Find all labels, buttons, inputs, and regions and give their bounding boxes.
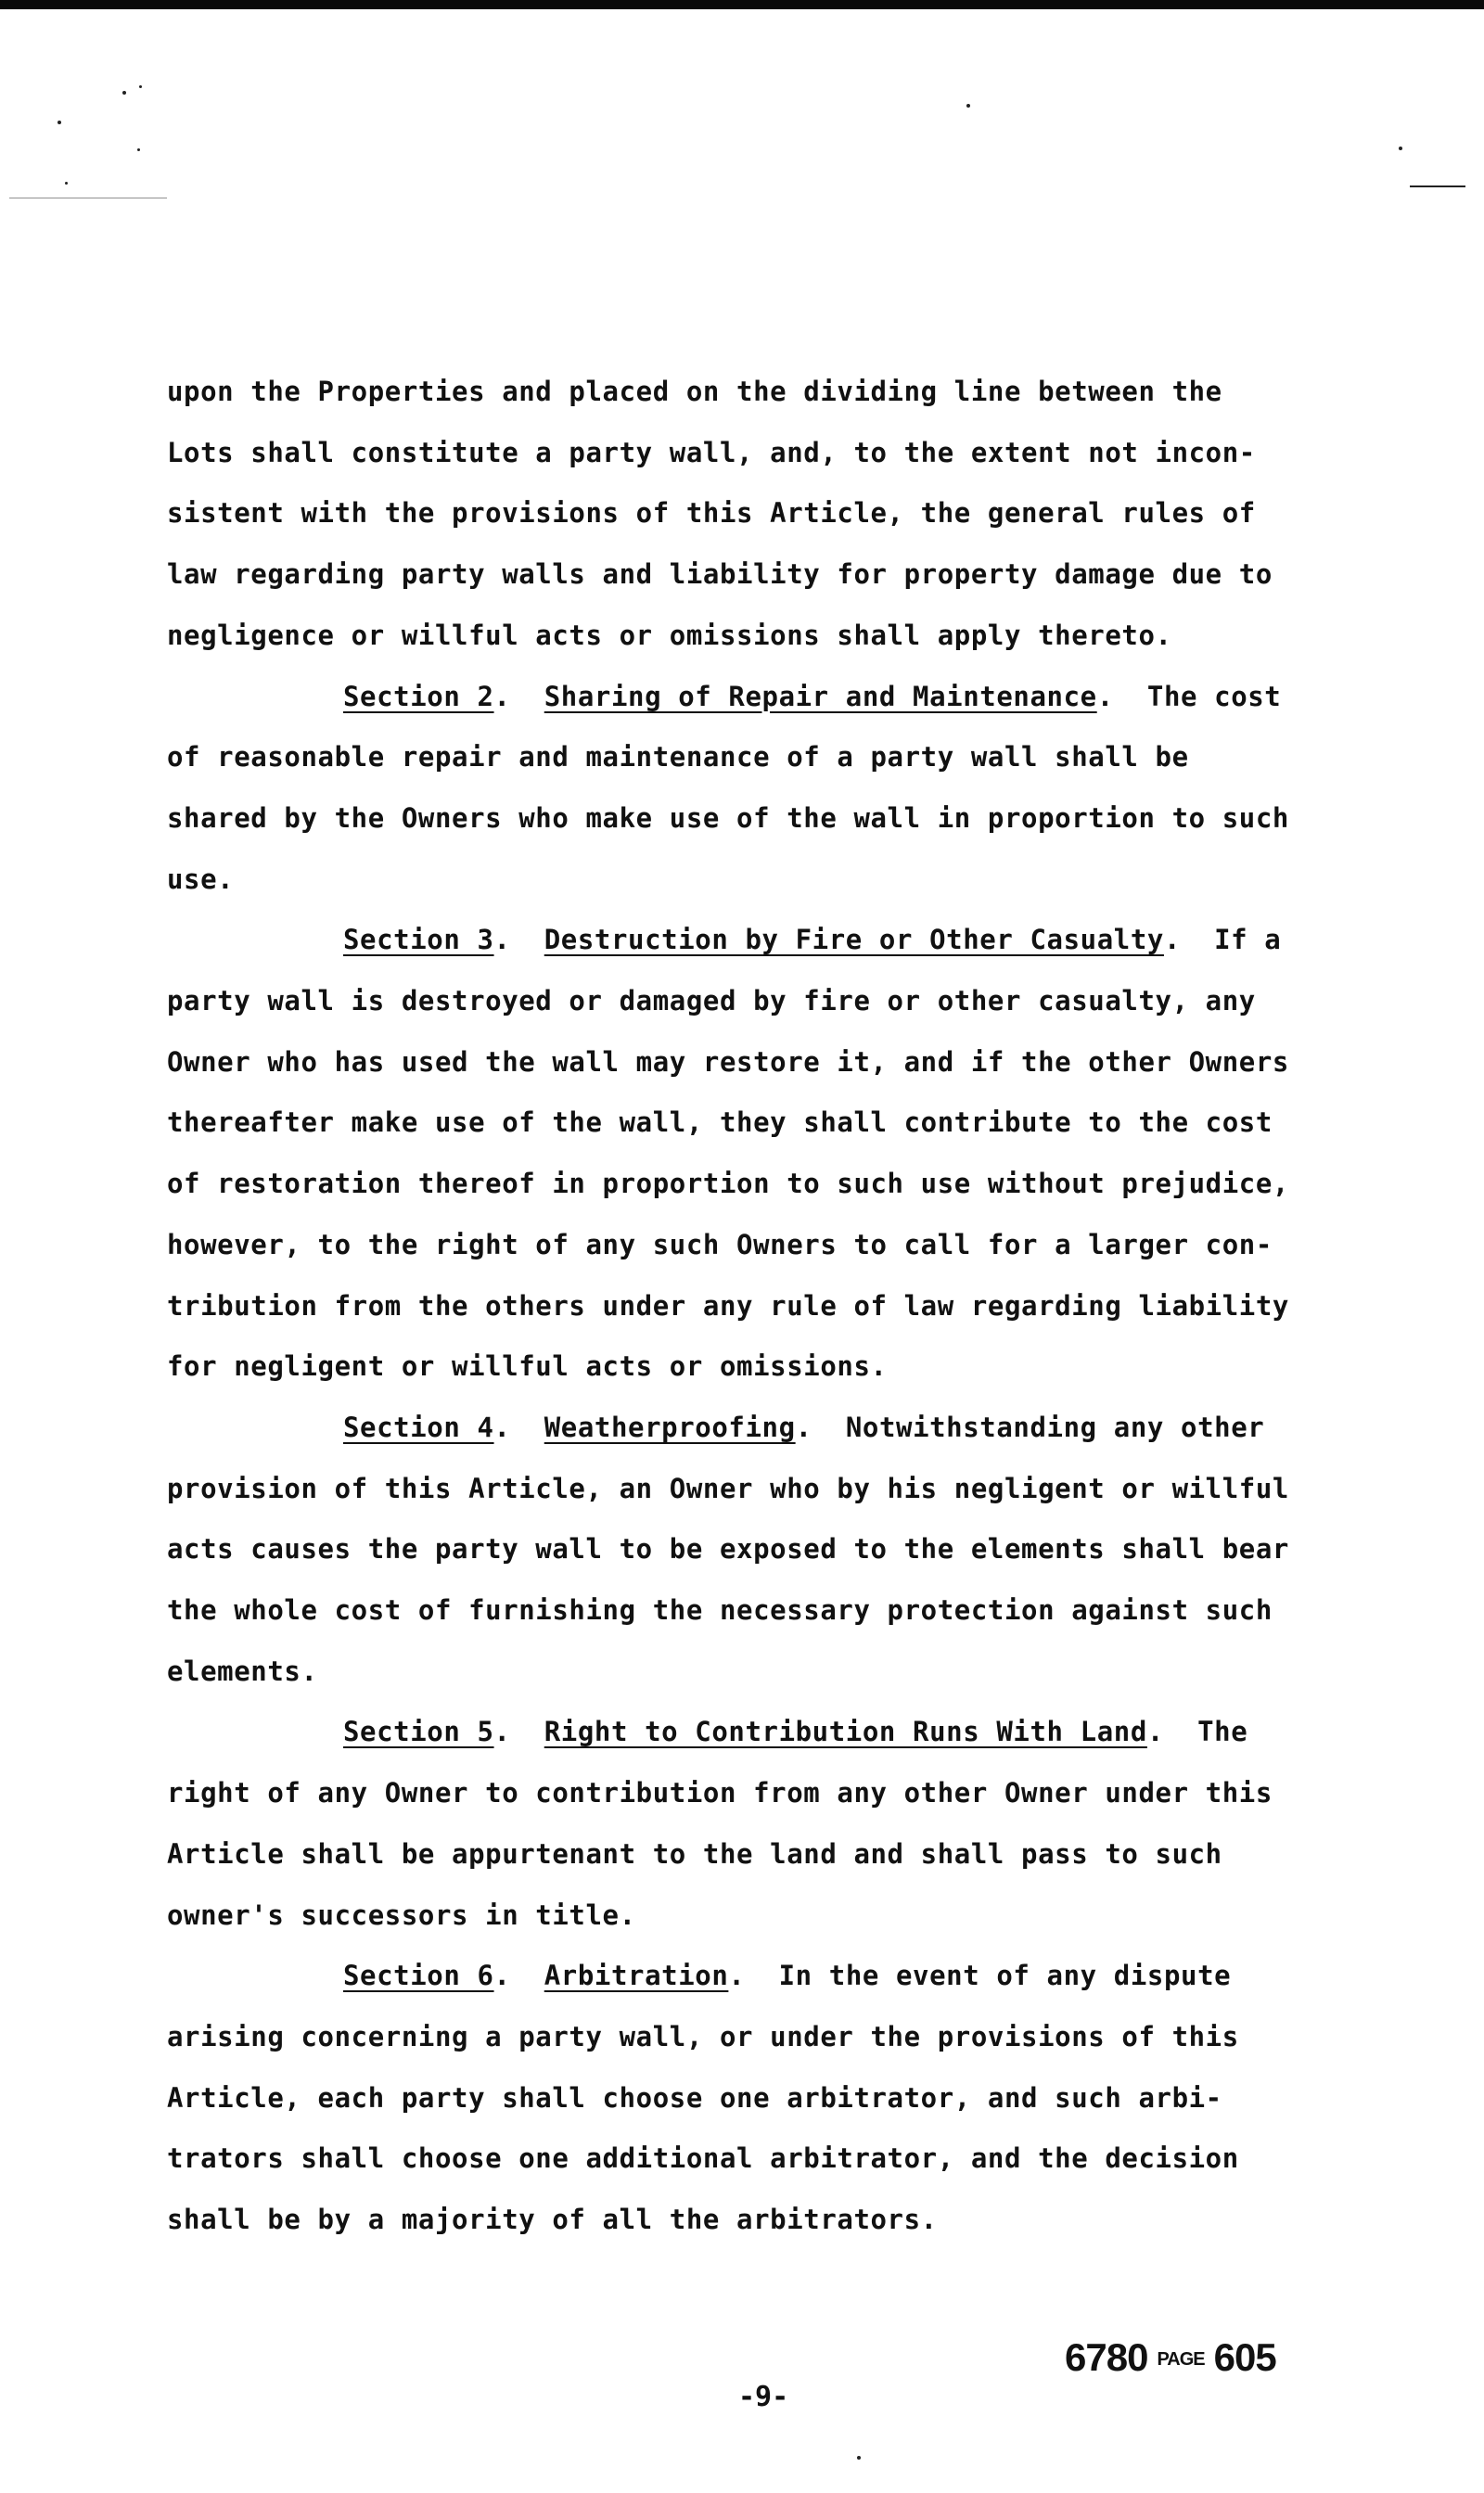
scan-speck [137, 148, 140, 151]
paragraph-line: acts causes the party wall to be exposed to the elements shall bear [167, 1533, 1289, 1566]
section-label: Section 5 [343, 1716, 494, 1748]
section-heading-line: Section 5. Right to Contribution Runs With Land. The [343, 1716, 1248, 1748]
section-label: Section 2 [343, 680, 494, 712]
section-heading-line: Section 4. Weatherproofing. Notwithstanding any other [343, 1411, 1265, 1443]
paragraph-line: the whole cost of furnishing the necessary protection against such [167, 1594, 1273, 1627]
scan-speck [966, 104, 970, 108]
scan-speck [1399, 147, 1402, 150]
section-heading-line: Section 3. Destruction by Fire or Other Casualty. If a [343, 924, 1282, 956]
page-number: -9- [738, 2381, 789, 2413]
book-number: 6780 [1065, 2335, 1148, 2379]
paragraph-line: however, to the right of any such Owners to call for a larger con- [167, 1228, 1273, 1260]
section-first-line-text: The cost [1146, 680, 1282, 712]
paragraph-line: elements. [167, 1655, 318, 1687]
scan-speck [857, 2456, 861, 2460]
section-4-paragraph [167, 1398, 1373, 1703]
paragraph-line: upon the Properties and placed on the dividing line between the [167, 376, 1222, 407]
section-label: Section 4 [343, 1411, 494, 1443]
book-page-number: 605 [1213, 2335, 1276, 2379]
scan-top-border [0, 0, 1484, 9]
section-title: Right to Contribution Runs With Land [544, 1716, 1147, 1748]
paragraph-line: law regarding party walls and liability for property damage due to [167, 558, 1273, 591]
paragraph-line: for negligent or willful acts or omissions. [167, 1350, 888, 1383]
section-label: Section 3 [343, 924, 494, 956]
paragraph-line: Owner who has used the wall may restore it, and if the other Owners [167, 1045, 1289, 1078]
document-body [167, 362, 1373, 2251]
paragraph-line: shared by the Owners who make use of the wall in proportion to such [167, 801, 1289, 834]
page-marker: PAGE [1157, 2349, 1205, 2371]
paragraph-line: of reasonable repair and maintenance of a party wall shall be [167, 741, 1189, 773]
section-first-line-text: If a [1214, 924, 1282, 956]
paragraph-line: negligence or willful acts or omissions shall apply thereto. [167, 619, 1172, 651]
paragraph-line: Lots shall constitute a party wall, and, to the extent not incon- [167, 436, 1256, 468]
section-heading-line: Section 2. Sharing of Repair and Maintenance. The cost [343, 680, 1282, 712]
paragraph-line: tribution from the others under any rule of law regarding liability [167, 1289, 1289, 1322]
paragraph-line: thereafter make use of the wall, they shall contribute to the cost [167, 1106, 1273, 1139]
section-label: Section 6 [343, 1960, 494, 1992]
paragraph-line: trators shall choose one additional arbitrator, and the decision [167, 2142, 1239, 2175]
section-title: Destruction by Fire or Other Casualty [544, 924, 1164, 956]
scan-speck [122, 91, 126, 95]
scan-speck [1410, 185, 1465, 187]
paragraph-line: use. [167, 863, 235, 895]
section-heading-line: Section 6. Arbitration. In the event of any dispute [343, 1960, 1232, 1992]
section-first-line-text: The [1197, 1716, 1248, 1748]
section-title: Sharing of Repair and Maintenance [544, 680, 1097, 712]
scan-speck [65, 182, 68, 185]
paragraph-line: party wall is destroyed or damaged by fire or other casualty, any [167, 985, 1256, 1017]
scan-speck [58, 121, 61, 124]
paragraph-line: right of any Owner to contribution from any other Owner under this [167, 1777, 1273, 1809]
paragraph-line: shall be by a majority of all the arbitrators. [167, 2204, 938, 2236]
section-2-paragraph [167, 667, 1373, 911]
section-3-paragraph [167, 910, 1373, 1398]
paragraph-line: Article, each party shall choose one arbitrator, and such arbi- [167, 2081, 1222, 2114]
scan-speck [139, 85, 142, 88]
paragraph-line: provision of this Article, an Owner who by his negligent or willful [167, 1472, 1289, 1504]
paragraph-line: of restoration thereof in proportion to such use without prejudice, [167, 1168, 1289, 1200]
paragraph-line: Article shall be appurtenant to the land and shall pass to such [167, 1837, 1222, 1870]
paragraph-line: arising concerning a party wall, or under the provisions of this [167, 2020, 1239, 2052]
paragraph-line: sistent with the provisions of this Article, the general rules of [167, 497, 1256, 530]
section-first-line-text: In the event of any dispute [778, 1960, 1232, 1992]
paragraph-line: owner's successors in title. [167, 1899, 636, 1931]
section-title: Arbitration [544, 1960, 729, 1992]
book-page-stamp [1065, 2335, 1276, 2380]
section-title: Weatherproofing [544, 1411, 796, 1443]
section-first-line-text: Notwithstanding any other [845, 1411, 1265, 1443]
intro-paragraph [167, 362, 1373, 667]
section-5-paragraph [167, 1702, 1373, 1946]
section-6-paragraph [167, 1946, 1373, 2251]
